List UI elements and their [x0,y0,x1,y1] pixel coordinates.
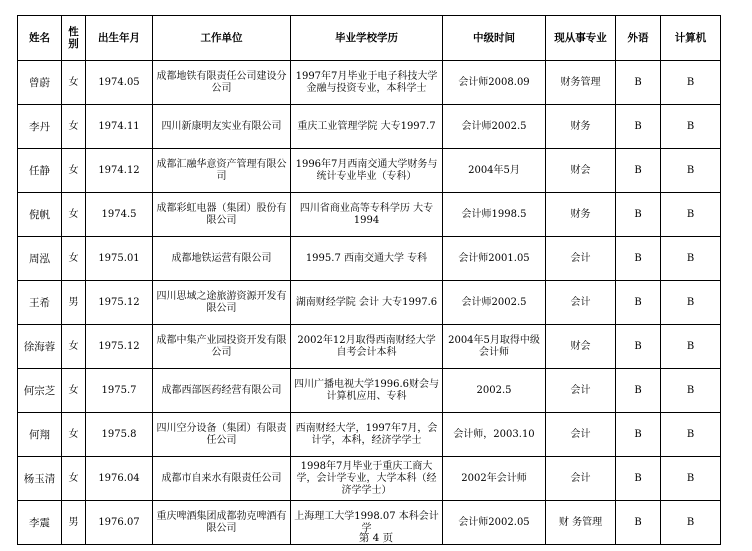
cell-computer: B [661,105,721,149]
cell-mid-time: 2004年5月 [443,149,546,193]
cell-education: 湖南财经学院 会计 大专1997.6 [291,281,443,325]
cell-computer: B [661,325,721,369]
cell-mid-time: 会计师2002.5 [443,105,546,149]
cell-language: B [616,325,661,369]
cell-education: 1998年7月毕业于重庆工商大学，会计学专业，大学本科（经济学学士） [291,457,443,501]
cell-education: 2002年12月取得西南财经大学自考会计本科 [291,325,443,369]
cell-gender: 女 [62,149,86,193]
cell-gender: 女 [62,369,86,413]
cell-unit: 四川新康明友实业有限公司 [153,105,291,149]
table-row [18,237,721,281]
cell-unit: 四川思域之途旅游资源开发有限公司 [153,281,291,325]
cell-mid-time: 会计师1998.5 [443,193,546,237]
cell-unit: 成都西部医药经营有限公司 [153,369,291,413]
cell-computer: B [661,149,721,193]
page-number: 第 4 页 [358,532,394,544]
cell-profession: 财务 [546,105,616,149]
cell-unit: 重庆啤酒集团成都勃克啤酒有限公司 [153,501,291,545]
header-computer: 计算机 [661,16,721,61]
cell-birth: 1974.5 [86,193,153,237]
cell-mid-time: 2002.5 [443,369,546,413]
cell-birth: 1976.07 [86,501,153,545]
cell-name: 何宗芝 [18,369,62,413]
cell-language: B [616,193,661,237]
cell-gender: 男 [62,281,86,325]
cell-language: B [616,369,661,413]
cell-education: 1995.7 西南交通大学 专科 [291,237,443,281]
cell-name: 李震 [18,501,62,545]
cell-language: B [616,237,661,281]
header-language: 外语 [616,16,661,61]
cell-unit: 成都市自来水有限责任公司 [153,457,291,501]
table-row [18,457,721,501]
table-row [18,105,721,149]
cell-birth: 1974.11 [86,105,153,149]
cell-name: 李丹 [18,105,62,149]
cell-gender: 女 [62,237,86,281]
cell-name: 任静 [18,149,62,193]
header-birth: 出生年月 [86,16,153,61]
table-row [18,325,721,369]
cell-computer: B [661,61,721,105]
table-row [18,369,721,413]
cell-language: B [616,61,661,105]
table-row [18,281,721,325]
cell-computer: B [661,501,721,545]
cell-computer: B [661,193,721,237]
cell-language: B [616,457,661,501]
cell-gender: 女 [62,325,86,369]
cell-profession: 财会 [546,149,616,193]
cell-profession: 会计 [546,413,616,457]
staff-table-container [17,15,721,545]
cell-profession: 财务 [546,193,616,237]
cell-birth: 1974.05 [86,61,153,105]
header-gender: 性别 [62,16,86,61]
cell-education: 重庆工业管理学院 大专1997.7 [291,105,443,149]
cell-gender: 女 [62,457,86,501]
cell-birth: 1975.8 [86,413,153,457]
cell-gender: 男 [62,501,86,545]
cell-language: B [616,281,661,325]
table-row [18,149,721,193]
cell-computer: B [661,457,721,501]
cell-gender: 女 [62,105,86,149]
cell-unit: 成都地铁有限责任公司建设分公司 [153,61,291,105]
cell-profession: 会计 [546,369,616,413]
cell-education: 四川省商业高等专科学历 大专1994 [291,193,443,237]
cell-name: 何翔 [18,413,62,457]
cell-mid-time: 2004年5月取得中级会计师 [443,325,546,369]
table-row [18,61,721,105]
cell-language: B [616,501,661,545]
cell-name: 曾蔚 [18,61,62,105]
cell-birth: 1975.7 [86,369,153,413]
table-row [18,193,721,237]
cell-unit: 成都中集产业园投资开发有限公司 [153,325,291,369]
cell-gender: 女 [62,193,86,237]
cell-unit: 成都地铁运营有限公司 [153,237,291,281]
header-row [18,16,721,61]
cell-computer: B [661,281,721,325]
cell-education: 西南财经大学，1997年7月，会计学，本科，经济学学士 [291,413,443,457]
cell-name: 王希 [18,281,62,325]
cell-profession: 会计 [546,457,616,501]
cell-education: 1996年7月西南交通大学财务与统计专业毕业（专科） [291,149,443,193]
staff-table [17,15,721,545]
cell-unit: 四川空分设备（集团）有限责任公司 [153,413,291,457]
cell-education: 上海理工大学1998.07 本科会计学 [291,501,443,545]
cell-gender: 女 [62,61,86,105]
cell-language: B [616,413,661,457]
cell-mid-time: 2002年会计师 [443,457,546,501]
cell-mid-time: 会计师2002.5 [443,281,546,325]
cell-unit: 成都汇融华意资产管理有限公司 [153,149,291,193]
cell-birth: 1975.12 [86,281,153,325]
cell-computer: B [661,237,721,281]
header-unit: 工作单位 [153,16,291,61]
cell-birth: 1974.12 [86,149,153,193]
cell-profession: 财 务管理 [546,501,616,545]
cell-profession: 财会 [546,325,616,369]
cell-birth: 1975.01 [86,237,153,281]
cell-name: 徐海蓉 [18,325,62,369]
cell-computer: B [661,369,721,413]
cell-profession: 会计 [546,237,616,281]
cell-profession: 财务管理 [546,61,616,105]
cell-education: 四川广播电视大学1996.6财会与计算机应用、专科 [291,369,443,413]
cell-language: B [616,149,661,193]
header-mid-time: 中级时间 [443,16,546,61]
cell-mid-time: 会计师，2003.10 [443,413,546,457]
cell-birth: 1975.12 [86,325,153,369]
cell-mid-time: 会计师2008.09 [443,61,546,105]
cell-mid-time: 会计师2001.05 [443,237,546,281]
header-profession: 现从事专业 [546,16,616,61]
cell-name: 杨玉清 [18,457,62,501]
cell-language: B [616,105,661,149]
cell-profession: 会计 [546,281,616,325]
cell-name: 周泓 [18,237,62,281]
header-name: 姓名 [18,16,62,61]
cell-name: 倪帆 [18,193,62,237]
cell-education: 1997年7月毕业于电子科技大学金融与投资专业，本科学士 [291,61,443,105]
header-education: 毕业学校学历 [291,16,443,61]
cell-computer: B [661,413,721,457]
table-row [18,413,721,457]
cell-birth: 1976.04 [86,457,153,501]
cell-gender: 女 [62,413,86,457]
cell-unit: 成都彩虹电器（集团）股份有限公司 [153,193,291,237]
cell-mid-time: 会计师2002.05 [443,501,546,545]
